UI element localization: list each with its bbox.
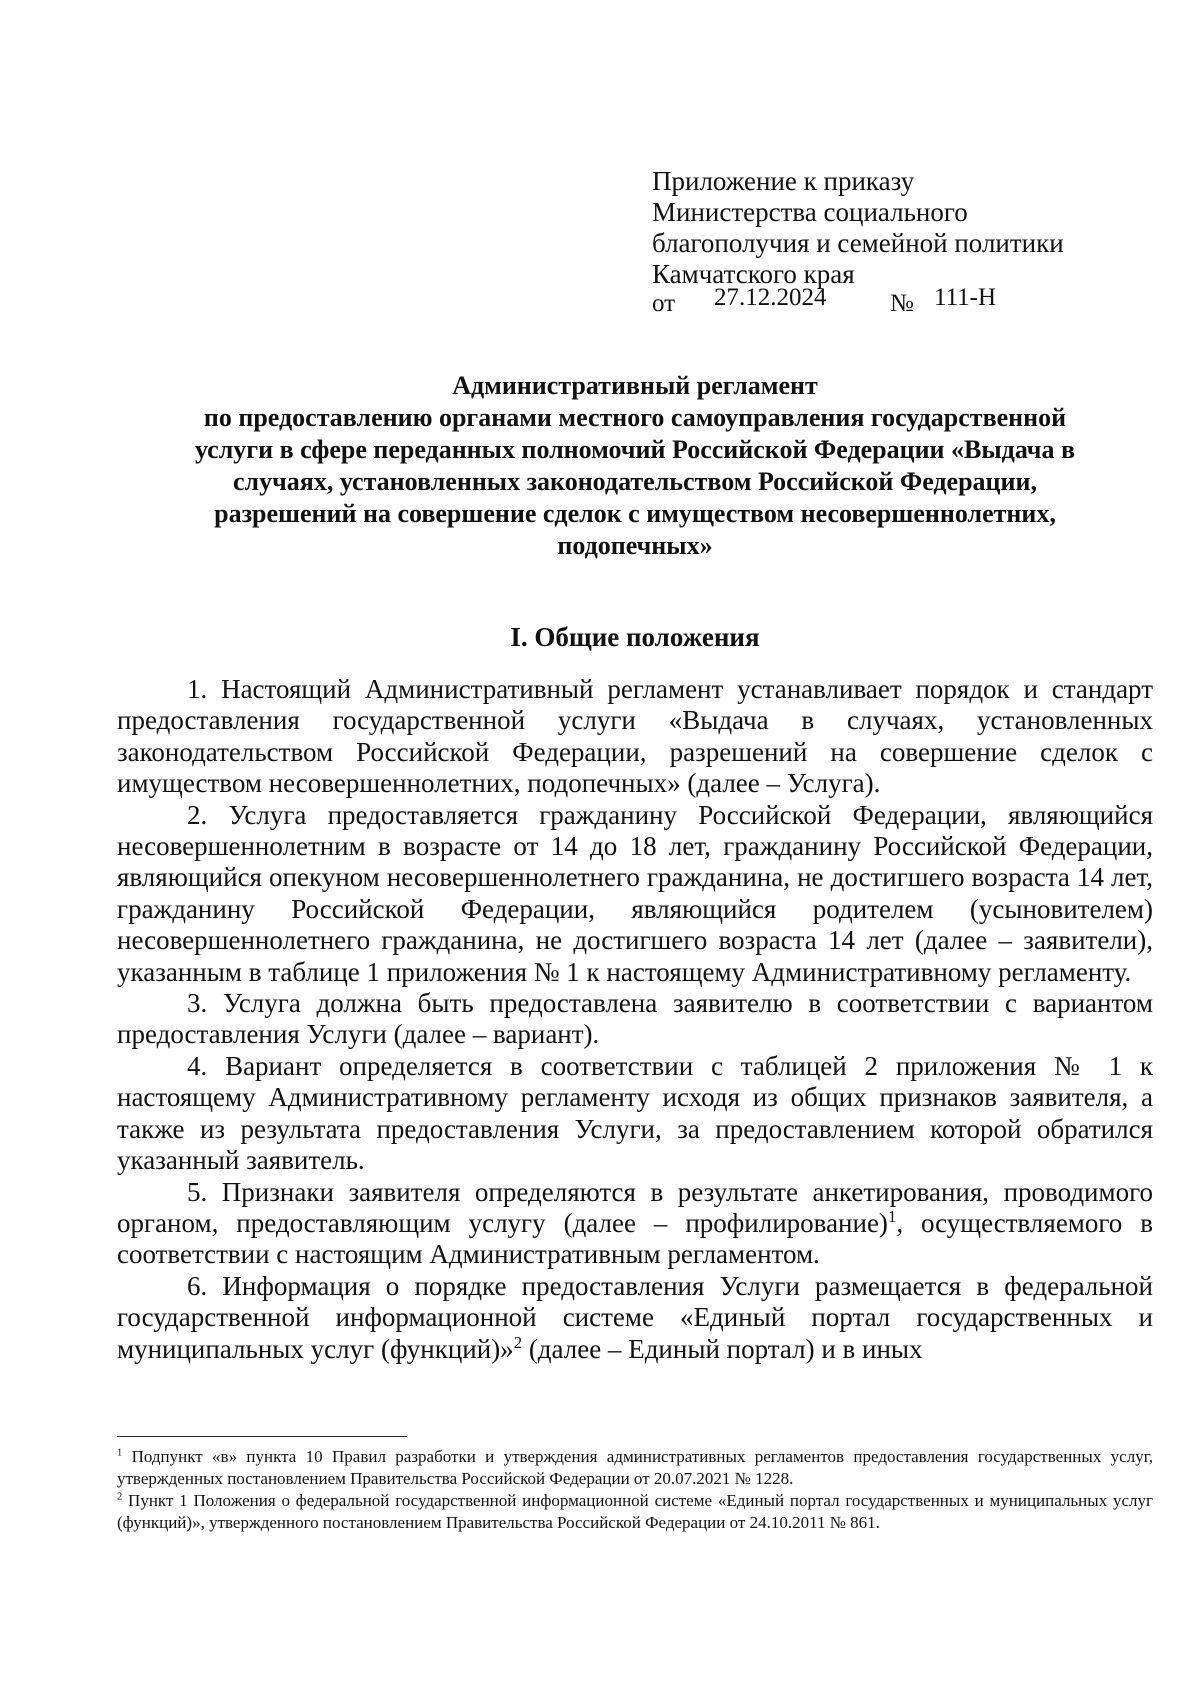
paragraph	[117, 800, 1153, 988]
paragraph-number: 4.	[187, 1050, 208, 1081]
footnote-text: Подпункт «в» пункта 10 Правил разработки и утверждения административных регламентов предоставления государственных услуг, утвержденных постановлением Правительства Российской Федерации от 20.07.2021 № 1228.	[117, 1447, 1153, 1488]
title-line: услуги в сфере переданных полномочий Российской Федерации «Выдача в	[194, 435, 1075, 464]
paragraph	[117, 1271, 1153, 1365]
paragraph-number: 6.	[187, 1270, 208, 1301]
paragraph-text: Услуга предоставляется гражданину Российской Федерации, являющийся несовершеннолетним в возрасте от 14 до 18 лет, гражданину Российской Федерации, являющийся опекуном несовершеннолетнего гражданина, не достигшего возраста 14 лет, гражданину Российской Федерации, являющийся родителем (усыновителем) несовершеннолетнего гражданина, не достигшего возраста 14 лет (далее – заявители), указанным в таблице 1 приложения № 1 к настоящему Административному регламенту.	[117, 799, 1153, 987]
title-line: Административный регламент	[452, 371, 818, 400]
footnote	[117, 1490, 1153, 1534]
footnote	[117, 1446, 1153, 1490]
document-title	[120, 370, 1150, 562]
paragraph-number: 3.	[187, 988, 208, 1019]
footnote-ref: 2	[513, 1332, 523, 1352]
paragraph-text: Настоящий Административный регламент устанавливает порядок и стандарт предоставления государственной услуги «Выдача в случаях, установленных законодательством Российской Федерации, разрешений на совершение сделок с имуществом несовершеннолетних, подопечных» (далее – Услуга).	[117, 674, 1153, 799]
order-number: 111-Н	[934, 284, 997, 311]
paragraph-text: Вариант определяется в соответствии с таблицей 2 приложения № 1 к настоящему Административному регламенту исходя из общих признаков заявителя, а также из результата предоставления Услуги, за предоставлением которой обратился указанный заявитель.	[117, 1050, 1153, 1176]
footnote-ref: 1	[887, 1206, 897, 1226]
title-line: случаях, установленных законодательством Российской Федерации,	[233, 467, 1037, 496]
paragraph-number: 5.	[187, 1176, 208, 1207]
paragraph-text-cont: (далее – Единый портал) и в иных	[522, 1333, 923, 1364]
order-date: 27.12.2024	[714, 284, 827, 311]
footnote-separator	[117, 1436, 407, 1437]
footnote-mark: 2	[117, 1491, 123, 1503]
date-label: от	[652, 290, 676, 317]
title-line: по предоставлению органами местного самоуправления государственной	[203, 403, 1067, 432]
document-body	[117, 674, 1153, 1365]
approval-line: Министерства социального	[652, 197, 968, 227]
section-heading: I. Общие положения	[510, 622, 760, 652]
paragraph	[117, 988, 1153, 1051]
footnotes	[117, 1446, 1153, 1534]
footnote-text: Пункт 1 Положения о федеральной государственной информационной системе «Единый портал государственных и муниципальных услуг (функций)», утвержденного постановлением Правительства Российской Федерации от 24.10.2011 № 861.	[117, 1491, 1153, 1532]
paragraph-text: Услуга должна быть предоставлена заявителю в соответствии с вариантом предоставления Услуги (далее – вариант).	[117, 988, 1154, 1050]
approval-block	[652, 166, 1112, 319]
paragraph	[117, 1051, 1153, 1177]
paragraph	[117, 1177, 1153, 1271]
approval-line: благополучия и семейной политики	[652, 228, 1064, 258]
paragraph-number: 1.	[187, 674, 208, 704]
paragraph-text: Информация о порядке предоставления Услуги размещается в федеральной государственной информационной системе «Единый портал государственных и муниципальных услуг (функций)»	[117, 1270, 1153, 1364]
approval-line: Приложение к приказу	[652, 166, 915, 196]
approval-line: Камчатского края	[652, 259, 855, 289]
paragraph	[117, 674, 1153, 800]
number-label: №	[890, 290, 914, 317]
title-line: разрешений на совершение сделок с имуществом несовершеннолетних,	[214, 499, 1056, 528]
paragraph-text: Признаки заявителя определяются в результате анкетирования, проводимого органом, предоставляющим услугу (далее – профилирование)	[117, 1176, 1153, 1238]
title-line: подопечных»	[557, 531, 713, 560]
order-date-number	[652, 284, 1112, 319]
paragraph-text-cont: , осуществляемого в соответствии с настоящим Административным регламентом.	[117, 1207, 1153, 1270]
paragraph-number: 2.	[187, 799, 208, 830]
footnote-mark: 1	[117, 1447, 123, 1459]
